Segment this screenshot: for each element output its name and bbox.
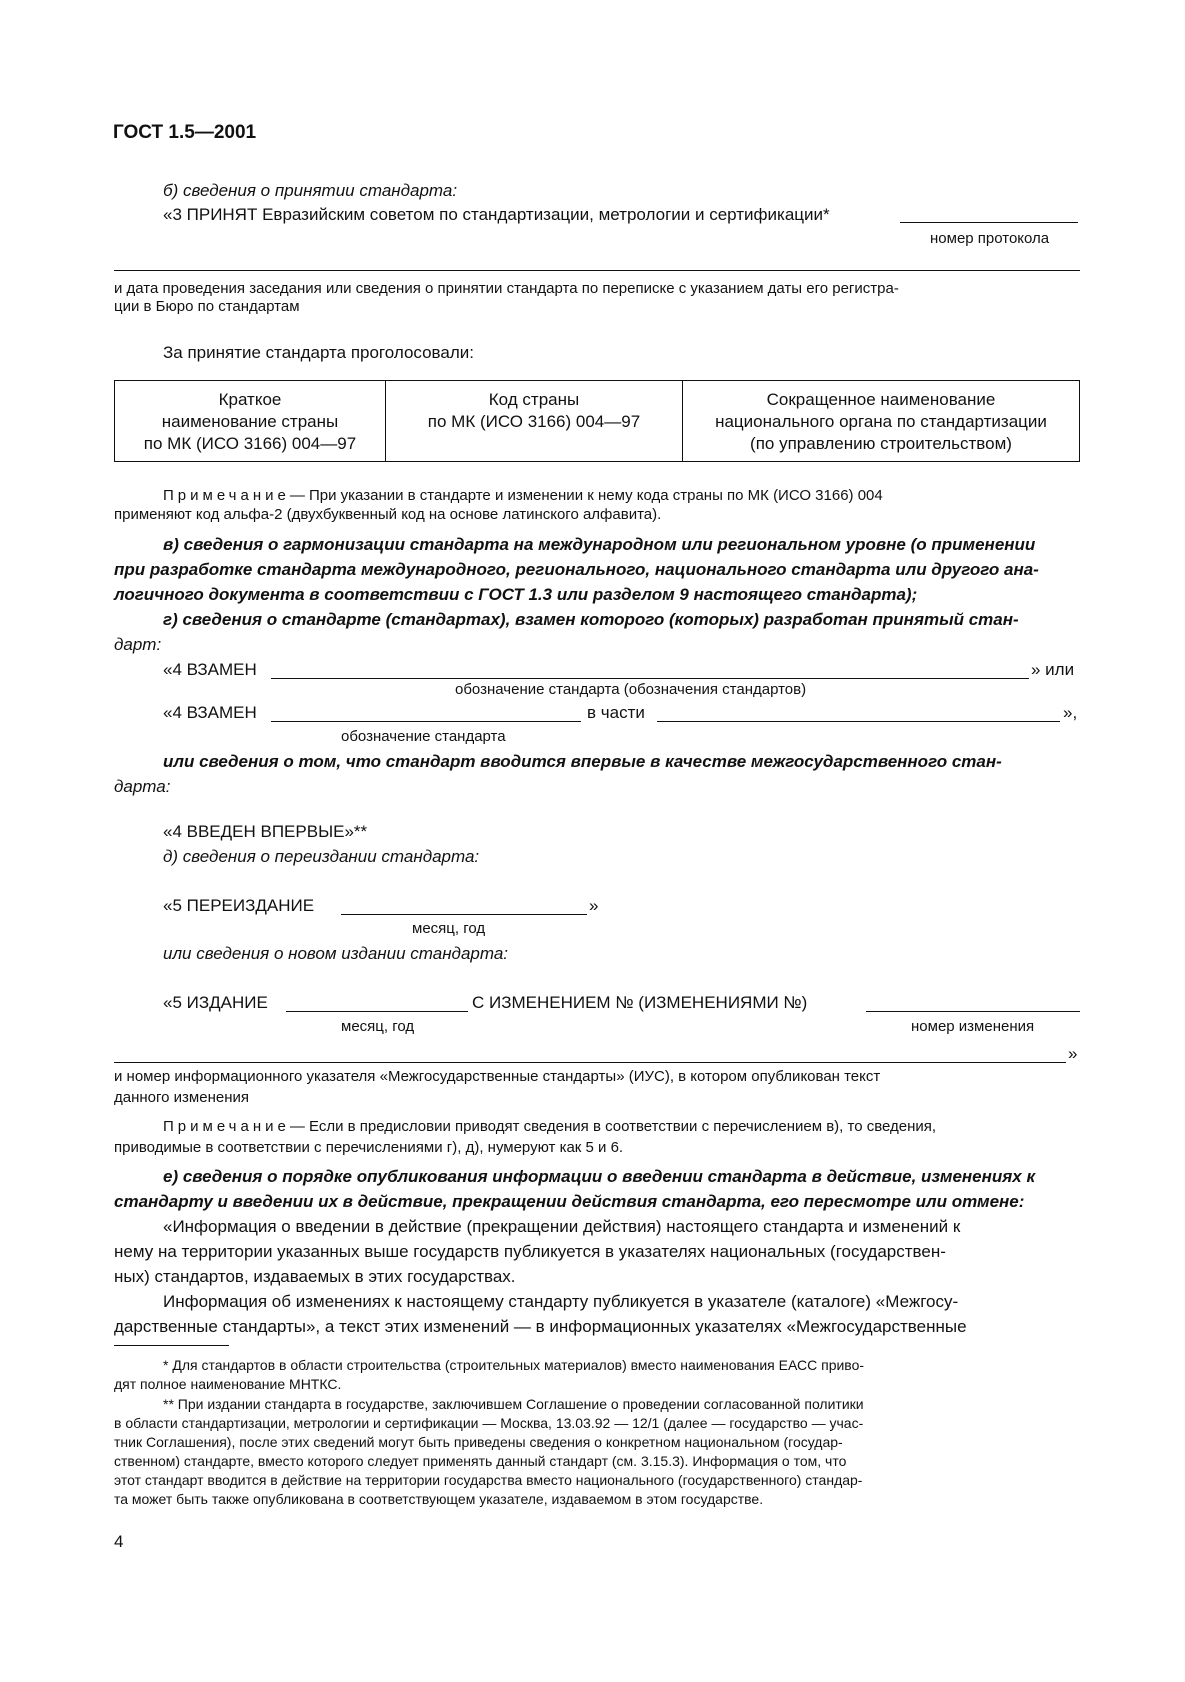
first-intro-line1: или сведения о том, что стандарт вводится впервые в качестве межгосударственного стан- (163, 752, 1002, 771)
footnote-separator (114, 1345, 229, 1346)
replace-entry-1-end: » или (1031, 660, 1075, 679)
note1-line1: Примечание— При указании в стандарте и изменении к нему кода страны по МК (ИСО 3166) 004 (163, 487, 883, 504)
section-e-p2-line2: дарственные стандарты», а текст этих изменений — в информационных указателях «Межгосударственные (114, 1317, 967, 1336)
page-number: 4 (114, 1532, 124, 1551)
table-header-code: Код страны по МК (ИСО 3166) 004—97 (386, 381, 683, 462)
adoption-desc-line1: и дата проведения заседания или сведения о принятии стандарта по переписке с указанием даты его регистра- (114, 280, 899, 297)
edition-close-quote: » (1068, 1044, 1078, 1063)
note-label: Примечание (163, 1118, 290, 1135)
section-b-heading: б) сведения о принятии стандарта: (163, 181, 458, 200)
note1-line2: применяют код альфа-2 (двухбуквенный код на основе латинского алфавита). (114, 506, 662, 523)
section-e-line1: е) сведения о порядке опубликования информации о введении стандарта в действие, изменениях к (163, 1167, 1036, 1186)
section-e-p1-line3: ных) стандартов, издаваемых в этих государствах. (114, 1267, 516, 1286)
section-e-line2: стандарту и введении их в действие, прекращении действия стандарта, его пересмотре или отмене: (114, 1192, 1025, 1211)
new-edition-heading: или сведения о новом издании стандарта: (163, 944, 509, 963)
change-number-blank (866, 1011, 1080, 1012)
first-intro-entry: «4 ВВЕДЕН ВПЕРВЫЕ»** (163, 822, 368, 841)
footnote2-line5: этот стандарт вводится в действие на территории государства вместо национального (государственного) стандар- (114, 1472, 863, 1488)
section-g-line2: дарт: (114, 635, 162, 654)
section-e-p1-line2: нему на территории указанных выше государств публикуется в указателях национальных (государствен- (114, 1242, 946, 1261)
note2-line1: Примечание— Если в предисловии приводят сведения в соответствии с перечислением в), то сведения, (163, 1118, 937, 1135)
table-row (115, 381, 1080, 462)
edition-date-blank (286, 1011, 468, 1012)
replace-entry-1: «4 ВЗАМЕН (163, 660, 257, 679)
edition-entry: «5 ИЗДАНИЕ (163, 993, 268, 1012)
with-change-label: С ИЗМЕНЕНИЕМ № (ИЗМЕНЕНИЯМИ №) (472, 993, 808, 1012)
note2-line2: приводимые в соответствии с перечислениями г), д), нумеруют как 5 и 6. (114, 1139, 624, 1156)
replace-entry-2: «4 ВЗАМЕН (163, 703, 257, 722)
date-blank-line (114, 270, 1080, 271)
footnote1-line2: дят полное наименование МНТКС. (114, 1376, 342, 1392)
adoption-desc-line2: ции в Бюро по стандартам (114, 298, 300, 315)
section-d-heading: д) сведения о переиздании стандарта: (163, 847, 480, 866)
protocol-number-blank (900, 222, 1078, 223)
part-blank (657, 721, 1060, 722)
ius-line1: и номер информационного указателя «Межгосударственные стандарты» (ИУС), в котором опубликован текст (114, 1068, 881, 1085)
reissue-entry: «5 ПЕРЕИЗДАНИЕ (163, 896, 315, 915)
section-e-p2-line1: Информация об изменениях к настоящему стандарту публикуется в указателе (каталоге) «Межгосу- (163, 1292, 959, 1311)
in-part-label: в части (587, 703, 645, 722)
table-header-authority: Сокращенное наименование национального органа по стандартизации (по управлению строительством) (683, 381, 1080, 462)
section-v-line2: при разработке стандарта международного, регионального, национального стандарта или другого ана- (114, 560, 1039, 579)
reissue-date-blank (341, 914, 587, 915)
protocol-caption: номер протокола (930, 230, 1050, 247)
voted-heading: За принятие стандарта проголосовали: (163, 343, 474, 362)
ius-line2: данного изменения (114, 1089, 249, 1106)
footnote2-line1: ** При издании стандарта в государстве, заключившем Соглашение о проведении согласованной политики (163, 1396, 864, 1412)
vote-table (114, 380, 1080, 462)
section-g-line1: г) сведения о стандарте (стандартах), взамен которого (которых) разработан принятый стан- (163, 610, 1019, 629)
table-header-country: Краткое наименование страны по МК (ИСО 3166) 004—97 (115, 381, 386, 462)
replace-entry-2-end: », (1063, 703, 1078, 722)
designation-caption-2: обозначение стандарта (341, 728, 506, 745)
footnote2-line4: ственном) стандарте, вместо которого следует применять данный стандарт (см. 3.15.3). Информация о том, что (114, 1453, 847, 1469)
first-intro-line2: дарта: (114, 777, 171, 796)
footnote2-line2: в области стандартизации, метрологии и сертификации — Москва, 13.03.92 — 12/1 (далее — государство — учас- (114, 1415, 864, 1431)
month-year-caption: месяц, год (412, 920, 486, 937)
note-label: Примечание (163, 487, 290, 504)
document-id: ГОСТ 1.5—2001 (113, 122, 257, 143)
designation-caption-1: обозначение стандарта (обозначения стандартов) (455, 681, 807, 698)
ius-blank-line (114, 1062, 1066, 1063)
change-number-caption: номер изменения (911, 1018, 1035, 1035)
section-e-p1-line1: «Информация о введении в действие (прекращении действия) настоящего стандарта и изменений к (163, 1217, 961, 1236)
footnote2-line6: та может быть также опубликована в соответствующем указателе, издаваемом в этом государстве. (114, 1491, 764, 1507)
month-year-caption-2: месяц, год (341, 1018, 415, 1035)
footnote1-line1: * Для стандартов в области строительства (строительных материалов) вместо наименования ЕАСС приво- (163, 1357, 865, 1373)
reissue-entry-end: » (589, 896, 599, 915)
standard-designation-blank (271, 678, 1029, 679)
section-v-line3: логичного документа в соответствии с ГОСТ 1.3 или разделом 9 настоящего стандарта); (114, 585, 918, 604)
standard-designation-blank-2 (271, 721, 581, 722)
footnote2-line3: тник Соглашения), после этих сведений могут быть приведены сведения о конкретном национальном (государ- (114, 1434, 843, 1450)
section-v-line1: в) сведения о гармонизации стандарта на международном или региональном уровне (о применении (163, 535, 1036, 554)
adopted-line: «3 ПРИНЯТ Евразийским советом по стандартизации, метрологии и сертификации* (163, 205, 830, 224)
